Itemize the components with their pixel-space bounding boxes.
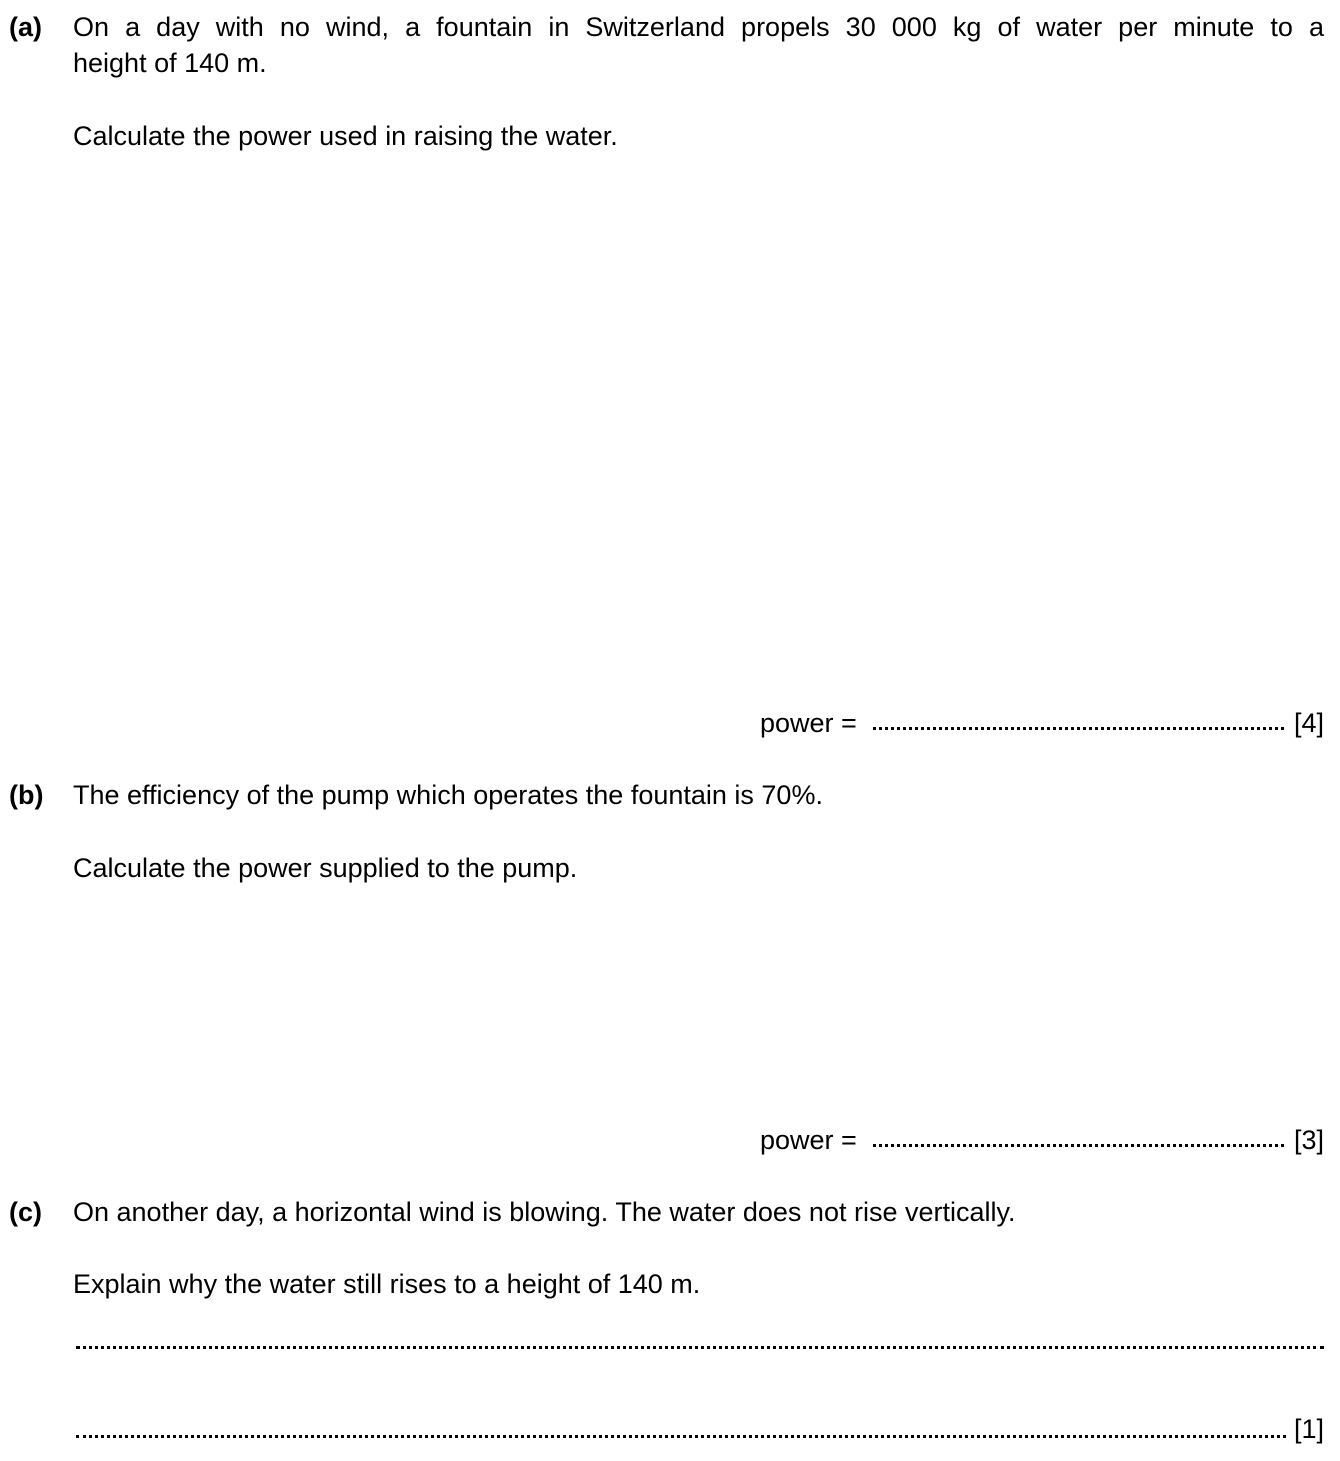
part-a-answer-label: power = (760, 708, 857, 738)
part-a-answer-line[interactable] (760, 710, 1324, 737)
part-a-label: (a) (9, 12, 42, 42)
part-b-instruction: Calculate the power supplied to the pump. (73, 853, 578, 883)
part-c-answer-field-1[interactable] (76, 1346, 1324, 1349)
part-a-question-line-2: height of 140 m. (73, 48, 267, 78)
part-a-instruction: Calculate the power used in raising the water. (73, 121, 618, 151)
part-c-label: (c) (9, 1197, 42, 1227)
part-c-answer-field-2[interactable] (76, 1435, 1286, 1438)
part-b-answer-field[interactable] (873, 1144, 1284, 1147)
part-c-question-line-1: On another day, a horizontal wind is blowing. The water does not rise vertically. (73, 1197, 1016, 1227)
part-b-marks: [3] (1293, 1125, 1324, 1155)
part-b-answer-line[interactable] (760, 1127, 1324, 1154)
part-a-answer-field[interactable] (873, 727, 1284, 730)
part-a-question-line-1: On a day with no wind, a fountain in Switzerland propels 30 000 kg of water per minute to a (73, 12, 1324, 42)
part-b-label: (b) (9, 780, 44, 810)
part-c-instruction: Explain why the water still rises to a height of 140 m. (73, 1269, 701, 1299)
part-b-question-line-1: The efficiency of the pump which operates the fountain is 70%. (73, 780, 823, 810)
part-c-answer-line-2[interactable] (76, 1416, 1324, 1443)
part-b-answer-label: power = (760, 1125, 857, 1155)
part-c-answer-line-1[interactable] (76, 1346, 1324, 1349)
part-c-marks: [1] (1293, 1414, 1324, 1444)
part-a-marks: [4] (1293, 708, 1324, 738)
